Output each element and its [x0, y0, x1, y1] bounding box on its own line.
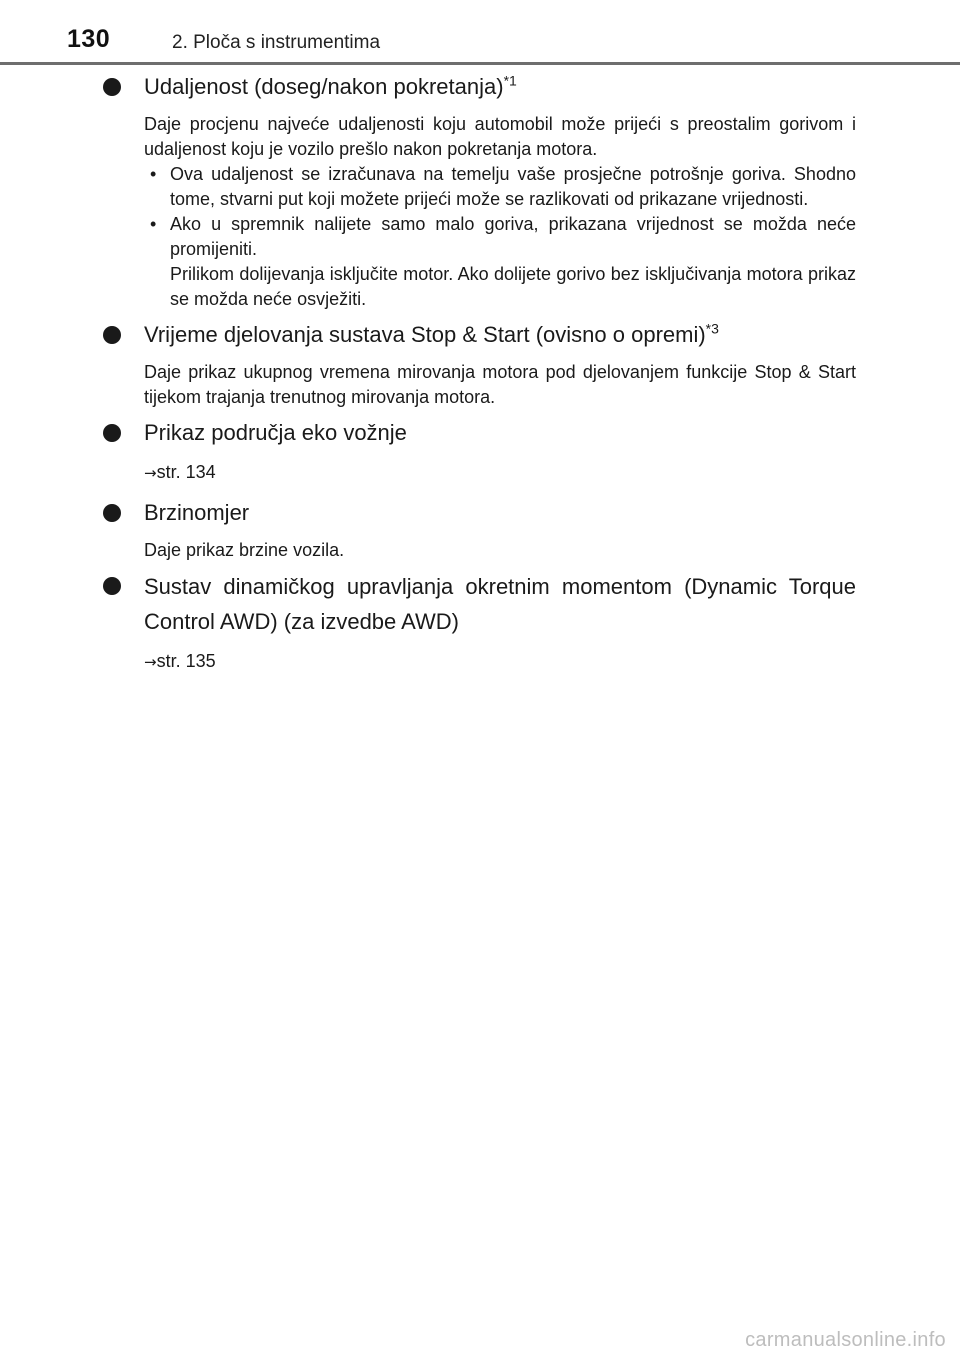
- page-reference-link[interactable]: str. 134: [156, 462, 216, 482]
- watermark: carmanualsonline.info: [745, 1329, 946, 1351]
- arrow-right-icon: →: [144, 653, 157, 671]
- section-eco-zone: [100, 416, 856, 486]
- footnote-mark: *3: [705, 320, 719, 337]
- section-heading: [100, 416, 856, 450]
- section-body: [100, 538, 856, 563]
- bullet-dot-icon: [103, 78, 121, 96]
- section-distance: [100, 70, 856, 312]
- note-text: Prilikom dolijevanja isključite motor. Ako dolijete gorivo bez isključivanja motora prikaz se možda neće osvježiti.: [170, 264, 856, 309]
- page-reference[interactable]: [100, 460, 856, 486]
- section-heading: [100, 318, 856, 352]
- note-bullet: •: [150, 164, 157, 184]
- header-divider: [0, 62, 960, 65]
- note-text: Ova udaljenost se izračunava na temelju vaše prosječne potrošnje goriva. Shodno tome, stvarni put koji možete prijeći može se razlikovati od prikazane vrijednosti.: [170, 164, 856, 209]
- section-heading: [100, 70, 856, 104]
- page-content: [100, 70, 856, 685]
- note-item: [144, 212, 856, 312]
- section-dynamic-torque: [100, 569, 856, 675]
- note-text: Ako u spremnik nalijete samo malo goriva, prikazana vrijednost se možda neće promijeniti.: [170, 214, 856, 259]
- section-stop-start: [100, 318, 856, 410]
- page-reference[interactable]: [100, 649, 856, 675]
- section-title: Prikaz područja eko vožnje: [144, 420, 407, 445]
- note-item: [144, 162, 856, 212]
- section-description: Daje prikaz ukupnog vremena mirovanja motora pod djelovanjem funkcije Stop & Start tijekom trajanja trenutnog mirovanja motora.: [144, 362, 856, 407]
- section-description: Daje procjenu najveće udaljenosti koju automobil može prijeći s preostalim gorivom i udaljenost koju je vozilo prešlo nakon pokretanja motora.: [144, 114, 856, 159]
- footnote-mark: *1: [503, 72, 517, 89]
- section-body: [100, 360, 856, 410]
- section-speedometer: [100, 496, 856, 563]
- page-number: 130: [67, 25, 111, 53]
- page-reference-link[interactable]: str. 135: [156, 651, 216, 671]
- note-bullet: •: [150, 214, 157, 234]
- page-header: [0, 0, 960, 64]
- section-title: Udaljenost (doseg/nakon pokretanja): [144, 74, 504, 99]
- section-heading: [100, 569, 856, 639]
- bullet-dot-icon: [103, 424, 121, 442]
- section-description: Daje prikaz brzine vozila.: [144, 540, 345, 560]
- note-list: [144, 162, 856, 312]
- section-title: Vrijeme djelovanja sustava Stop & Start (ovisno o opremi): [144, 322, 706, 347]
- chapter-title: 2. Ploča s instrumentima: [172, 32, 381, 53]
- section-title: Brzinomjer: [144, 500, 250, 525]
- section-body: [100, 112, 856, 312]
- arrow-right-icon: →: [144, 464, 157, 482]
- section-title: Sustav dinamičkog upravljanja okretnim momentom (Dynamic Torque Control AWD) (za izvedbe AWD): [144, 574, 856, 634]
- bullet-dot-icon: [103, 326, 121, 344]
- bullet-dot-icon: [103, 504, 121, 522]
- section-heading: [100, 496, 856, 530]
- bullet-dot-icon: [103, 577, 121, 595]
